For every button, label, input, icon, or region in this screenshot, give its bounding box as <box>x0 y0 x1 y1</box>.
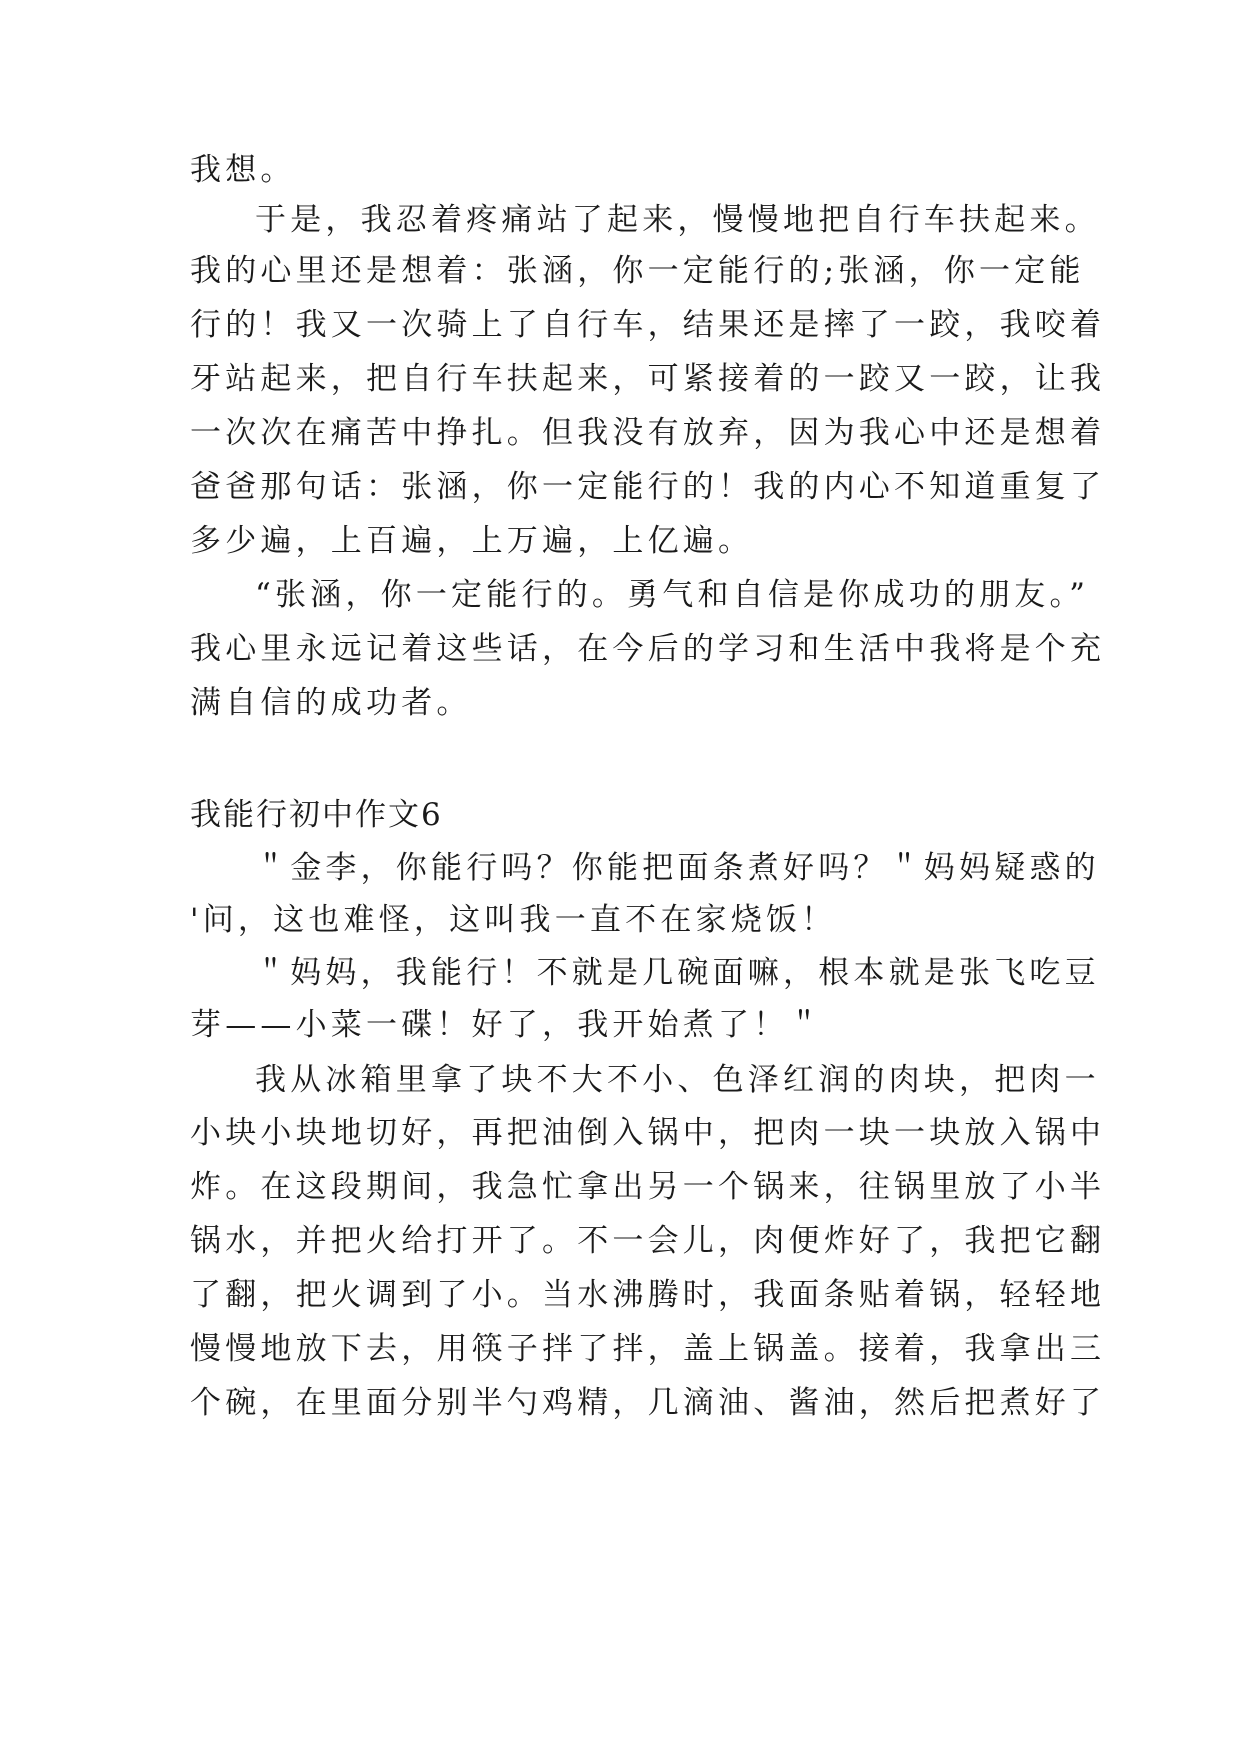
section-heading: 我能行初中作文6 <box>190 797 443 833</box>
paragraph-start-line: “张涵，你一定能行的。勇气和自信是你成功的朋友。” <box>255 577 1090 613</box>
text-line: 慢慢地放下去，用筷子拌了拌，盖上锅盖。接着，我拿出三 <box>190 1331 1106 1367</box>
text-line: 小块小块地切好，再把油倒入锅中，把肉一块一块放入锅中 <box>190 1115 1106 1151</box>
text-line: 了翻，把火调到了小。当水沸腾时，我面条贴着锅，轻轻地 <box>190 1277 1106 1313</box>
text-line: 行的！我又一次骑上了自行车，结果还是摔了一跤，我咬着 <box>190 307 1106 343</box>
paragraph-start-line: ＂妈妈，我能行！不就是几碗面嘛，根本就是张飞吃豆 <box>255 955 1100 991</box>
text-line: 一次次在痛苦中挣扎。但我没有放弃，因为我心中还是想着 <box>190 415 1106 451</box>
paragraph-start-line: 我从冰箱里拿了块不大不小、色泽红润的肉块，把肉一 <box>255 1062 1100 1098</box>
text-line: '问，这也难怪，这叫我一直不在家烧饭！ <box>190 902 837 938</box>
paragraph-start-line: 于是，我忍着疼痛站了起来，慢慢地把自行车扶起来。 <box>255 202 1100 238</box>
text-line: 爸爸那句话：张涵，你一定能行的！我的内心不知道重复了 <box>190 469 1106 505</box>
text-line: 我的心里还是想着：张涵，你一定能行的;张涵，你一定能 <box>190 253 1085 289</box>
text-line: 锅水，并把火给打开了。不一会儿，肉便炸好了，我把它翻 <box>190 1223 1106 1259</box>
text-line: 芽——小菜一碟！好了，我开始煮了！＂ <box>190 1007 824 1043</box>
text-line: 满自信的成功者。 <box>190 685 472 721</box>
text-line: 炸。在这段期间，我急忙拿出另一个锅来，往锅里放了小半 <box>190 1169 1106 1205</box>
paragraph-start-line: ＂金李，你能行吗？你能把面条煮好吗？＂妈妈疑惑的 <box>255 850 1100 886</box>
text-line: 个碗，在里面分别半勺鸡精，几滴油、酱油，然后把煮好了 <box>190 1385 1106 1421</box>
text-line: 多少遍，上百遍，上万遍，上亿遍。 <box>190 523 754 559</box>
text-line: 牙站起来，把自行车扶起来，可紧接着的一跤又一跤，让我 <box>190 361 1106 397</box>
text-line: 我心里永远记着这些话，在今后的学习和生活中我将是个充 <box>190 631 1106 667</box>
text-line: 我想。 <box>190 152 296 188</box>
